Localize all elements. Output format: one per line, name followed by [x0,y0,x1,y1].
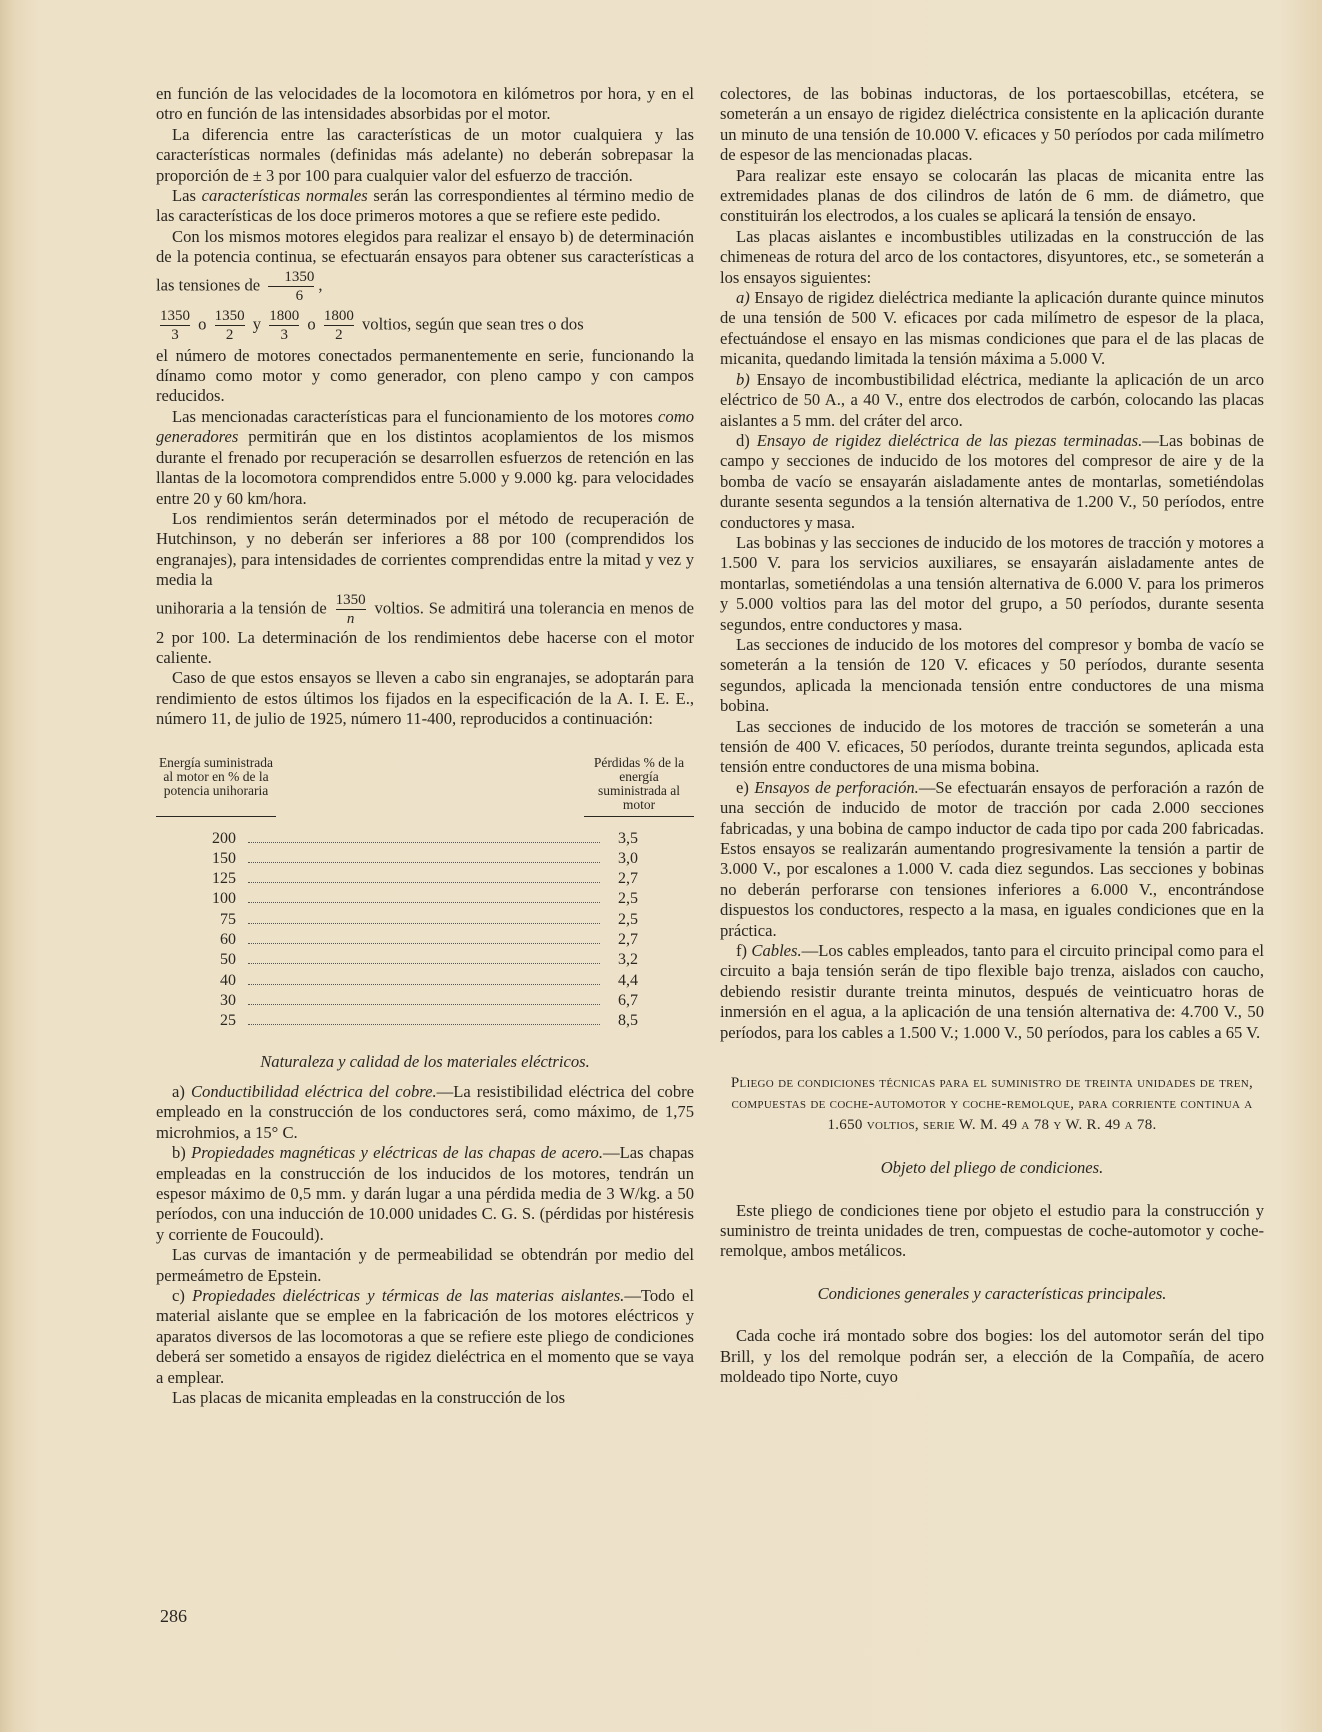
dot-leader [248,902,600,903]
paragraph [720,370,1264,431]
numerator: 1350 [335,591,366,608]
table-cell-energy: 50 [220,951,236,969]
text: —Las chapas empleadas en la construcción de los inducidos de los motores, tendrán un espesor máximo de 0,5 mm. y darán lugar a una pérdida media de 3 W/kg. a 50 períodos, con una inducción de 10.000 unidades C. G. S. (pérdidas por histéresis y corriente de Foucould). [156,1143,694,1244]
right-column [720,84,1264,1387]
item-label: b) [736,369,750,389]
table-cell-losses: 2,7 [618,870,638,888]
dot-leader [248,963,600,964]
table-row [200,950,638,970]
section-title: Naturaleza y calidad de los materiales eléctricos. [260,1051,590,1071]
table-row [200,991,638,1011]
paragraph [156,1082,694,1143]
paragraph [156,1286,694,1388]
table-cell-energy: 100 [212,890,236,908]
text: Ensayo de rigidez dieléctrica mediante la aplicación durante quince minutos de una tensión de 500 V. eficaces por cada milímetro de espesor de la placa, efectuándose el ensayo en las mismas condiciones que para el de las placas de micanita, quedando limitada la tensión máxima a 5.000 V. [720,288,1264,369]
table-row [200,1011,638,1031]
paragraph: Las secciones de inducido de los motores de tracción se someterán a una tensión de 400 V. eficaces, 50 períodos, durante treinta segundos, aplicada esta tensión entre conductores de una misma bobina. [720,716,1264,777]
dot-leader [248,984,600,985]
fraction [160,307,190,344]
dot-leader [248,1024,600,1025]
paragraph: en función de las velocidades de la locomotora en kilómetros por hora, y en el otro en función de las intensidades absorbidas por el motor. [156,84,694,124]
paragraph: Los rendimientos serán determinados por el método de recuperación de Hutchinson, y no deberán ser inferiores a 88 por 100 (comprendidos los engranajes), para intensidades de corrientes comprendidas entre la mitad y vez y media la [156,508,694,590]
table-cell-energy: 125 [212,870,236,888]
efficiency-table [156,829,694,1032]
item-label: e) [736,777,755,797]
table-cell-losses: 2,7 [618,931,638,949]
table-row [200,930,638,950]
table-cell-losses: 6,7 [618,991,638,1009]
table-cell-energy: 75 [220,910,236,928]
text: voltios, según que sean tres o dos [361,313,584,333]
dot-leader [248,943,600,944]
denominator: n [346,610,355,627]
subheading: Condiciones generales y características principales. [817,1283,1167,1303]
italic-term: como generadores [156,406,694,447]
dot-leader [248,862,600,863]
table-row [200,869,638,889]
italic-term: Ensayo de rigidez dieléctrica de las piezas terminadas. [756,430,1143,450]
denominator: 2 [225,326,234,343]
denominator: 6 [295,287,304,304]
paragraph: Caso de que estos ensayos se lleven a cabo sin engranajes, se adoptarán para rendimiento de estos últimos los fijados en la especificación de la A. I. E. E., número 11, de julio de 1925, número 11-400, reproducidos a continuación: [156,668,694,729]
paragraph: el número de motores conectados permanentemente en serie, funcionando la dínamo como motor y como generador, con pleno campo y con campos reducidos. [156,345,694,406]
table-header-rule [156,816,694,817]
dot-leader [248,1004,600,1005]
table-cell-losses: 3,2 [618,951,638,969]
text: permitirán que en los distintos acoplamientos de los mismos durante el frenado por recuperación se desarrollen esfuerzos de retención en las llantas de la locomotora comprendidos entre 5.000 y 9.000 kg. para velocidades entre 20 y 60 km/hora. [156,427,694,508]
dot-leader [248,923,600,924]
table-cell-energy: 150 [212,849,236,867]
table-row [200,910,638,930]
section-heading: Pliego de condiciones técnicas para el suministro de treinta unidades de tren, compuestas de coche-automotor y coche-remolque, para corriente continua a 1.650 voltios, serie W. M. 49 a 78 y W. R. 49 a 78. [730,1075,1254,1134]
paragraph [720,778,1264,941]
text: —Los cables empleados, tanto para el circuito principal como para el circuito a baja tensión serán de tipo flexible bajo trenza, aislados con caucho, debiendo resistir durante treinta minutos, después de veinticuatro horas de inmersión en el agua, a la aplicación de una tensión alternativa de: 4.700 V., 50 períodos, para los cables a 1.500 V.; 1.000 V., 50 períodos, para los cables a 65 V. [720,941,1264,1042]
text: serán las correspondientes al término medio de las características de los doce primeros motores a que se refiere este pedido. [156,186,694,226]
item-label: f) [736,941,752,961]
word: o [307,313,316,333]
fraction-line [156,307,694,344]
denominator: 2 [335,326,343,343]
table-header-left: Energía suministrada al motor en % de la potencia unihoraria [158,754,274,798]
paragraph [156,591,694,669]
text: —Todo el material aislante que se emplee en la fabricación de los motores eléctricos y aparatos diversos de las locomotoras a que se refiere este pliego de condiciones deberá ser sometido a ensayos de rigidez dieléctrica en el momento que se vaya a emplear. [156,1286,694,1387]
text: —Las bobinas de campo y secciones de inducido de los motores del compresor de aire y de la bomba de vacío se ensayarán aisladamente antes de montarlas, sometiéndolas durante sesenta segundos a la tensión alternativa de 1.200 V., 50 períodos, entre conductores y masa. [720,430,1264,532]
paragraph [720,431,1264,533]
text: voltios. Se admitirá una tolerancia en menos de 2 por 100. La determinación de los rendimientos debe hacerse con el motor caliente. [156,597,694,667]
table-row [200,971,638,991]
table-cell-losses: 3,0 [618,849,638,867]
paragraph: Las bobinas y las secciones de inducido de los motores de tracción y motores a 1.500 V. para los servicios auxiliares, se ensayarán aisladamente antes de montarlas, sometiéndolas a una tensión alternativa de 6.000 V. para los primeros y 5.000 voltios para las del motor del grupo, a 50 períodos, durante sesenta segundos, entre conductores y masa. [720,532,1264,634]
italic-term: Cables. [751,941,802,961]
paragraph [720,288,1264,370]
paragraph: Las curvas de imantación y de permeabilidad se obtendrán por medio del permeámetro de Epstein. [156,1245,694,1285]
italic-term: características normales [201,186,368,206]
dot-leader [248,882,600,883]
table-cell-energy: 30 [220,991,236,1009]
item-label: b) [172,1143,192,1163]
fraction [336,591,366,628]
italic-term: Ensayos de perforación. [754,777,919,797]
denominator: 3 [280,326,288,343]
numerator: 1800 [323,307,354,324]
text: Las [172,186,202,206]
paragraph [156,186,694,227]
page-number: 286 [160,1606,187,1626]
italic-term: Propiedades dieléctricas y térmicas de las materias aislantes. [192,1286,625,1305]
numerator: 1350 [214,307,245,324]
word: o [198,313,207,333]
text: Con los mismos motores elegidos para realizar el ensayo b) de determinación de la potencia continua, se efectuarán ensayos para obtener sus características a las tensiones de [156,226,694,294]
paragraph: La diferencia entre las características de un motor cualquiera y las características normales (definidas más adelante) no deberán sobrepasar la proporción de ± 3 por 100 para cualquier valor del esfuerzo de tracción. [156,124,694,185]
paragraph: Las placas de micanita empleadas en la construcción de los [172,1388,566,1408]
table-cell-energy: 25 [220,1012,236,1030]
text: —La resistibilidad eléctrica del cobre empleado en la construcción de los conductores será, como máximo, de 1,75 microhmios, a 15° C. [156,1081,695,1142]
dot-leader [248,842,600,843]
item-label: a) [172,1081,191,1101]
table-cell-losses: 2,5 [618,890,638,908]
paragraph: colectores, de las bobinas inductoras, de los portaescobillas, etcétera, se someterán a un ensayo de rigidez dieléctrica consistente en la aplicación durante un minuto de una tensión de 10.000 V. eficaces y 50 períodos por cada milímetro de espesor de las mencionadas placas. [720,84,1264,165]
numerator: 1350 [160,307,190,324]
text: unihoraria a la tensión de [156,597,327,617]
paragraph [156,407,694,509]
subheading: Objeto del pliego de condiciones. [880,1158,1104,1178]
fraction [268,268,314,305]
text: —Se efectuarán ensayos de perforación a razón de una sección de inducido de motor de tracción por cada 2.000 secciones fabricadas, y una bobina de campo inductor de cada tipo por cada 200 fabricadas. Estos ensayos se realizarán aumentando progresivamente la tensión a partir de 3.000 V., por escalones a 1.000 V. cada diez segundos. Las secciones y bobinas no deberán perforarse con tensiones inferiores a 6.000 V., encontrándose dispuestos los conductores, respecto a la masa, en iguales condiciones que en la práctica. [720,777,1264,940]
table-cell-losses: 2,5 [618,910,638,928]
table-cell-energy: 60 [220,931,236,949]
table-row [200,849,638,869]
denominator: 3 [171,326,179,343]
paragraph: Este pliego de condiciones tiene por objeto el estudio para la construcción y suministro de treinta unidades de tren, compuestas de coche-automotor y coche-remolque, ambos metálicos. [720,1200,1264,1261]
word: y [252,313,262,333]
text: Ensayo de incombustibilidad eléctrica, mediante la aplicación de un arco eléctrico de 50 A., a 40 V., entre dos electrodos de carbón, colocando las placas aislantes a 5 mm. del cráter del arco. [720,369,1264,430]
paragraph: Las placas aislantes e incombustibles utilizadas en la construcción de las chimeneas de rotura del arco de los contactores, disyuntores, etc., se someterán a los ensayos siguientes: [720,226,1264,287]
left-column [156,84,694,1408]
table-cell-energy: 40 [220,971,236,989]
paragraph [156,1143,694,1245]
table-cell-losses: 4,4 [618,971,638,989]
item-label: c) [172,1286,193,1305]
table-cell-energy: 200 [212,829,236,847]
table-row [200,829,638,849]
text: Las mencionadas características para el funcionamiento de los motores [172,406,659,426]
paragraph [720,941,1264,1043]
fraction [269,307,299,344]
table-header [156,756,694,812]
paragraph: Cada coche irá montado sobre dos bogies: los del automotor serán del tipo Brill, y los del remolque podrán ser, a elección de la Compañía, de acero moldeado tipo Norte, cuyo [720,1326,1264,1386]
item-label: a) [736,288,750,308]
paragraph: Las secciones de inducido de los motores del compresor y bomba de vacío se someterán a la tensión de 120 V. eficaces y 50 períodos, durante sesenta segundos, aplicada la mencionada tensión entre conductores de una misma bobina. [720,634,1264,716]
fraction [324,307,354,344]
table-header-right: Pérdidas % de la energía suministrada al motor [593,754,685,812]
italic-term: Propiedades magnéticas y eléctricas de las chapas de acero. [191,1143,604,1163]
italic-term: Conductibilidad eléctrica del cobre. [190,1081,437,1101]
table-cell-losses: 3,5 [618,829,638,847]
paragraph: Para realizar este ensayo se colocarán las placas de micanita entre las extremidades planas de dos cilindros de latón de 6 mm. de diámetro, que constituirán los electrodos, a los cuales se aplicará la tensión de ensayo. [720,165,1264,226]
table-row [200,889,638,909]
item-label: d) [736,430,757,450]
numerator: 1350 [284,268,315,285]
table-cell-losses: 8,5 [618,1012,638,1030]
numerator: 1800 [269,307,300,324]
paragraph: Con los mismos motores elegidos para realizar el ensayo b) de determinación de la potencia continua, se efectuarán ensayos para obtener sus características a las tensiones de $\frac{1350}{6}$ , [156,226,694,304]
fraction [215,307,245,344]
